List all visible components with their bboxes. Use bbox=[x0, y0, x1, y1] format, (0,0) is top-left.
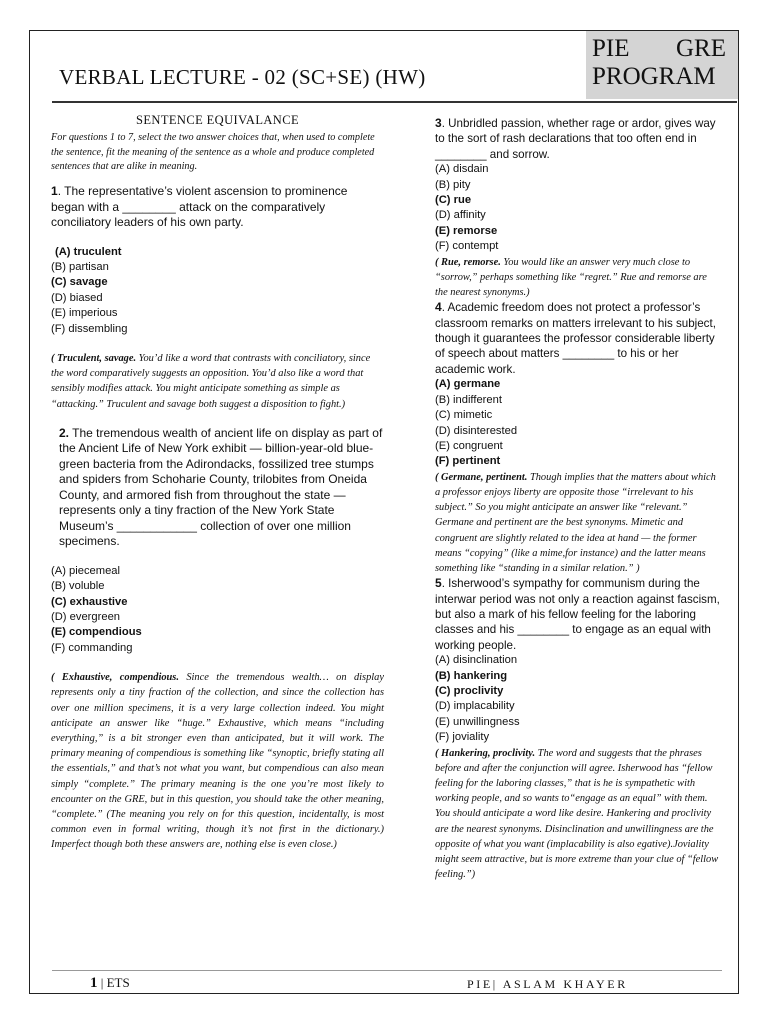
explanation-lead: ( Germane, pertinent. bbox=[435, 471, 528, 483]
question-text: . The representative’s violent ascension to prominence began with a ________ attack on the comparatively conciliatory leaders of his own party. bbox=[51, 184, 348, 230]
options-list bbox=[435, 162, 720, 254]
options-list bbox=[51, 245, 384, 337]
footer-left bbox=[90, 975, 130, 992]
footer-ets: | ETS bbox=[100, 975, 130, 990]
explanation-4 bbox=[435, 470, 720, 576]
explanation-lead: ( Rue, remorse. bbox=[435, 256, 501, 268]
left-column bbox=[51, 113, 384, 853]
explanation-text: You would like an answer very much close to “sorrow,” perhaps something like “regret.” Rue and remorse are the nearest synonyms.) bbox=[435, 256, 707, 299]
option-e: (E) remorse bbox=[435, 224, 498, 237]
header bbox=[30, 31, 738, 101]
page-number: 1 bbox=[90, 975, 98, 991]
option-e: (E) congruent bbox=[435, 439, 503, 452]
option-b: (B) voluble bbox=[51, 580, 105, 593]
question-text: . Isherwood’s sympathy for communism during the interwar period was not only a reaction against fascism, but also a mark of his fellow feeling for the laboring classes and his ________ to engage as an equal with working people. bbox=[435, 577, 720, 652]
option-f: (F) pertinent bbox=[435, 455, 501, 468]
footer-rule bbox=[52, 970, 722, 971]
question-4 bbox=[435, 300, 720, 576]
option-d: (D) evergreen bbox=[51, 610, 121, 623]
option-a: (A) piecemeal bbox=[51, 564, 121, 577]
explanation-lead: ( Hankering, proclivity. bbox=[435, 747, 536, 759]
option-d: (D) biased bbox=[51, 291, 103, 304]
question-2 bbox=[51, 426, 384, 853]
question-1 bbox=[51, 184, 384, 412]
explanation-2 bbox=[51, 670, 384, 852]
option-c: (C) exhaustive bbox=[51, 595, 128, 608]
question-4-stem bbox=[435, 300, 720, 377]
brand-gre: GRE bbox=[676, 35, 726, 62]
question-3-stem bbox=[435, 116, 720, 162]
question-2-stem bbox=[51, 426, 384, 550]
explanation-3 bbox=[435, 255, 720, 301]
option-c: (C) mimetic bbox=[435, 409, 493, 422]
section-instructions: For questions 1 to 7, select the two answer choices that, when used to complete the sentence, fit the meaning of the sentence as a whole and produce completed sentences that are alike in meaning. bbox=[51, 132, 375, 172]
header-rule bbox=[52, 101, 737, 103]
option-a: (A) truculent bbox=[55, 245, 122, 258]
option-e: (E) imperious bbox=[51, 307, 118, 320]
question-number: 4 bbox=[435, 300, 442, 315]
options-list bbox=[51, 564, 384, 656]
option-e: (E) unwillingness bbox=[435, 715, 520, 728]
question-5-stem bbox=[435, 576, 720, 653]
question-number: 5 bbox=[435, 576, 442, 591]
option-b: (B) partisan bbox=[51, 260, 109, 273]
option-c: (C) rue bbox=[435, 194, 472, 207]
brand-box bbox=[586, 31, 738, 99]
option-f: (F) joviality bbox=[435, 731, 490, 744]
option-a: (A) germane bbox=[435, 378, 501, 391]
question-number: 2. bbox=[59, 425, 70, 440]
option-f: (F) commanding bbox=[51, 641, 133, 654]
brand-line-2: PROGRAM bbox=[592, 63, 716, 90]
option-d: (D) affinity bbox=[435, 209, 486, 222]
explanation-text: The word and suggests that the phrases before and after the conjunction will agree. Isherwood has “fellow feeling for the laboring classes,” that is he is sympathetic with working people, and so wants to“engage as an equal” with them. You should anticipate a word like desire. Hankering and proclivity are the nearest synonyms. Disinclination and unwillingness are the opposite of what you want (implacability is also egative).Joviality might seem attractive, but is more extreme than your clue of “fellow feeling.”) bbox=[435, 747, 719, 881]
option-a: (A) disinclination bbox=[435, 654, 518, 667]
explanation-text: Though implies that the matters about which a professor enjoys liberty are opposite those “irrelevant to his subject.” So you might anticipate an answer like “relevant.” Germane and pertinent are the best synonyms. Mimetic and congruent are slightly related to the idea at hand — the former means “copying” (like a mime,for instance) and the latter means something like “standing in a similar relation.” ) bbox=[435, 471, 716, 574]
section-title: SENTENCE EQUIVALANCE bbox=[136, 113, 299, 127]
option-f: (F) contempt bbox=[435, 240, 499, 253]
question-5 bbox=[435, 576, 720, 882]
explanation-lead: ( Truculent, savage. bbox=[51, 352, 137, 364]
explanation-5 bbox=[435, 746, 720, 883]
option-b: (B) pity bbox=[435, 178, 471, 191]
footer-author: PIE| ASLAM KHAYER bbox=[467, 977, 628, 991]
explanation-text: You’d like a word that contrasts with conciliatory, since the word comparatively suggests an opposition. You’d also like a word that sensibly modifies attack. You might anticipate something as simple as “attacking.” Truculent and savage both suggest a disposition to fight.) bbox=[51, 352, 371, 410]
question-text: . Unbridled passion, whether rage or ardor, gives way to the sort of rash declarations that too often end in ________ and sorrow. bbox=[435, 117, 716, 161]
options-list bbox=[435, 377, 720, 469]
option-c: (C) proclivity bbox=[435, 685, 504, 697]
brand-pie: PIE bbox=[592, 35, 630, 62]
option-b: (B) indifferent bbox=[435, 393, 502, 406]
question-text: . Academic freedom does not protect a professor’s classroom remarks on matters irrelevant to his subject, though it guarantees the professor considerable liberty of speech about matters ________ to his or her academic work. bbox=[435, 301, 716, 376]
option-d: (D) disinterested bbox=[435, 424, 518, 437]
question-1-stem bbox=[51, 184, 384, 231]
option-b: (B) hankering bbox=[435, 669, 508, 682]
options-list bbox=[435, 653, 720, 745]
question-3 bbox=[435, 116, 720, 300]
right-column bbox=[435, 116, 720, 882]
option-e: (E) compendious bbox=[51, 626, 142, 639]
brand-line-1 bbox=[592, 35, 738, 63]
option-d: (D) implacability bbox=[435, 700, 515, 713]
page-title: VERBAL LECTURE - 02 (SC+SE) (HW) bbox=[59, 65, 426, 89]
question-number: 3 bbox=[435, 116, 442, 130]
explanation-text: Since the tremendous wealth… on display represents only a tiny fraction of the collection, and since the collection has over one million specimens, it is a very large collection indeed. You might anticipate an answer like “huge.” Exhaustive, which means “including everything,” is a bit stronger even than anticipated, but it will work. The primary meaning of compendious is something like “synoptic, briefly stating all the essentials,” and that’s not what you want, but compendious can also mean simply “complete.” The primary meaning is the one you’re most likely to encounter on the GRE, but in this question, you should take the other meaning, “complete.” (The meaning you rely on for this question, incidentally, is most common even in formal writing, though it’s not first in the dictionary.) Imperfect though both these answers are, nothing else is even close.) bbox=[51, 672, 384, 851]
explanation-lead: ( Exhaustive, compendious. bbox=[51, 672, 179, 684]
option-a: (A) disdain bbox=[435, 163, 489, 176]
question-number: 1 bbox=[51, 184, 58, 199]
explanation-1 bbox=[51, 351, 384, 412]
option-f: (F) dissembling bbox=[51, 322, 128, 335]
option-c: (C) savage bbox=[51, 276, 108, 289]
question-text: The tremendous wealth of ancient life on display as part of the Ancient Life of New York exhibit — billion-year-old blue-green bacteria from the Adirondacks, fossilized tree stumps and spiders from Schoharie County, trilobites from Oneida County, and armored fish from throughout the state — represents only a tiny fraction of the New York State Museum’s ____________ collection of over one million specimens. bbox=[59, 425, 383, 549]
